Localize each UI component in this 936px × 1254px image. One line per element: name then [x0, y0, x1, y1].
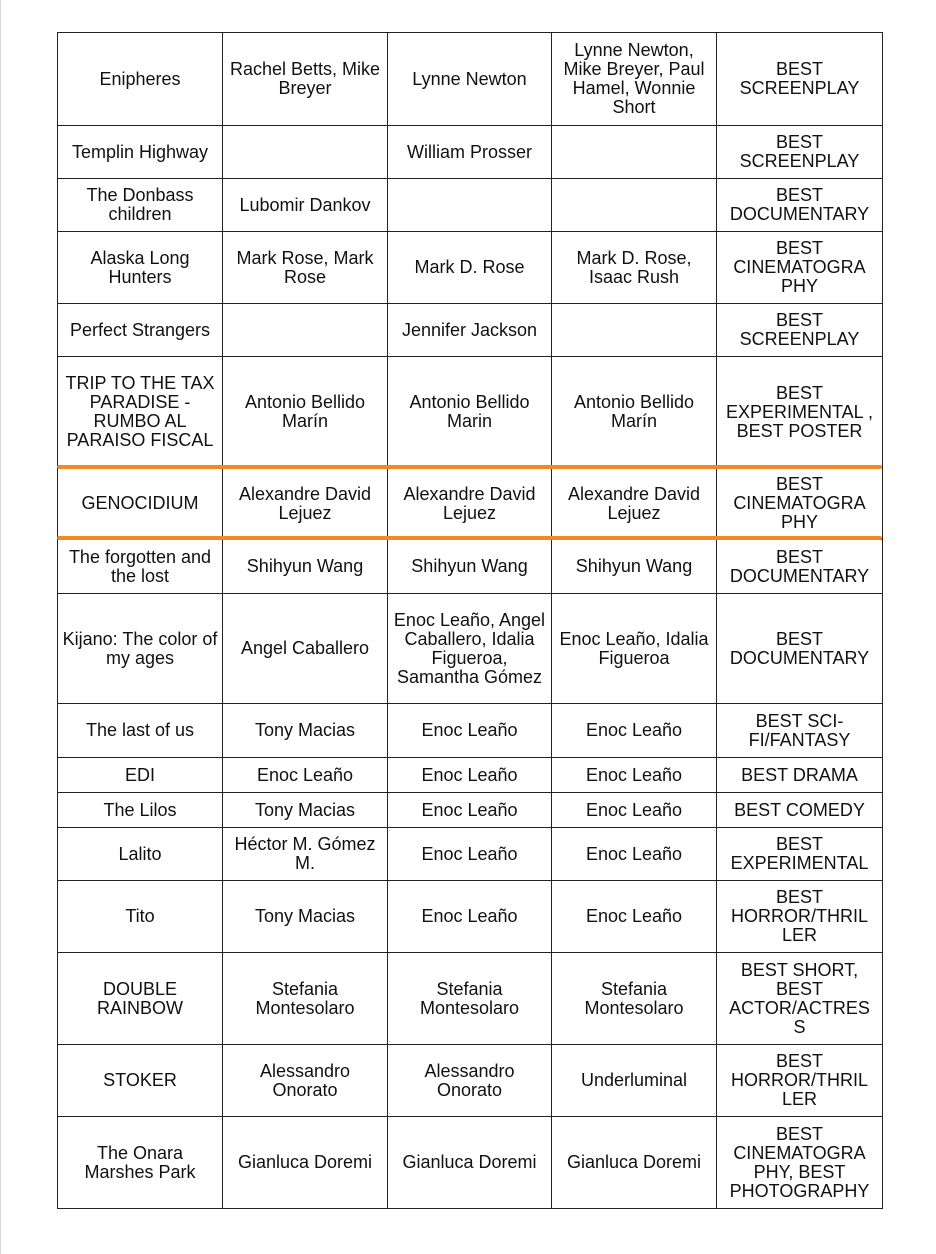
table-row [58, 126, 883, 179]
writer-cell: Enoc Leaño [388, 828, 552, 881]
writer-cell: Shihyun Wang [388, 540, 552, 594]
producer-cell: Enoc Leaño, Idalia Figueroa [552, 594, 717, 704]
producer-cell: Enoc Leaño [552, 758, 717, 793]
writer-cell: Alexandre David Lejuez [388, 468, 552, 540]
writer-cell: Antonio Bellido Marin [388, 357, 552, 468]
producer-cell: Lynne Newton, Mike Breyer, Paul Hamel, Wonnie Short [552, 33, 717, 126]
award-category-cell: BEST SCREENPLAY [717, 304, 883, 357]
director-cell [223, 304, 388, 357]
producer-cell: Underluminal [552, 1045, 717, 1117]
director-cell: Lubomir Dankov [223, 179, 388, 232]
award-category-cell: BEST SCREENPLAY [717, 33, 883, 126]
table-row [58, 468, 883, 540]
writer-cell: Enoc Leaño, Angel Caballero, Idalia Figueroa, Samantha Gómez [388, 594, 552, 704]
film-title-cell: GENOCIDIUM [58, 468, 223, 540]
producer-cell: Antonio Bellido Marín [552, 357, 717, 468]
award-category-cell: BEST DOCUMENTARY [717, 594, 883, 704]
producer-cell: Enoc Leaño [552, 793, 717, 828]
producer-cell: Mark D. Rose, Isaac Rush [552, 232, 717, 304]
table-row [58, 881, 883, 953]
award-category-cell: BEST CINEMATOGRA PHY [717, 468, 883, 540]
film-title-cell: EDI [58, 758, 223, 793]
director-cell: Héctor M. Gómez M. [223, 828, 388, 881]
producer-cell: Shihyun Wang [552, 540, 717, 594]
writer-cell [388, 179, 552, 232]
director-cell: Tony Macias [223, 704, 388, 758]
table-row [58, 953, 883, 1045]
award-category-cell: BEST DOCUMENTARY [717, 540, 883, 594]
table-row [58, 357, 883, 468]
highlight-line-top [57, 465, 882, 469]
award-category-cell: BEST EXPERIMENTAL [717, 828, 883, 881]
film-title-cell: Lalito [58, 828, 223, 881]
producer-cell [552, 126, 717, 179]
table-row [58, 179, 883, 232]
director-cell: Antonio Bellido Marín [223, 357, 388, 468]
award-category-cell: BEST CINEMATOGRA PHY [717, 232, 883, 304]
table-row [58, 828, 883, 881]
producer-cell: Alexandre David Lejuez [552, 468, 717, 540]
producer-cell: Gianluca Doremi [552, 1117, 717, 1209]
award-category-cell: BEST DRAMA [717, 758, 883, 793]
page-edge [0, 0, 1, 1254]
film-title-cell: TRIP TO THE TAX PARADISE - RUMBO AL PARAISO FISCAL [58, 357, 223, 468]
table-row [58, 758, 883, 793]
table-row [58, 1045, 883, 1117]
writer-cell: Enoc Leaño [388, 704, 552, 758]
director-cell: Stefania Montesolaro [223, 953, 388, 1045]
award-category-cell: BEST DOCUMENTARY [717, 179, 883, 232]
director-cell: Angel Caballero [223, 594, 388, 704]
producer-cell: Enoc Leaño [552, 828, 717, 881]
director-cell: Alessandro Onorato [223, 1045, 388, 1117]
writer-cell: Enoc Leaño [388, 758, 552, 793]
award-category-cell: BEST COMEDY [717, 793, 883, 828]
award-category-cell: BEST HORROR/THRIL LER [717, 881, 883, 953]
producer-cell [552, 179, 717, 232]
writer-cell: Mark D. Rose [388, 232, 552, 304]
director-cell: Shihyun Wang [223, 540, 388, 594]
writer-cell: William Prosser [388, 126, 552, 179]
table-row [58, 793, 883, 828]
table-row [58, 1117, 883, 1209]
film-title-cell: The Onara Marshes Park [58, 1117, 223, 1209]
highlight-line-bottom [57, 536, 882, 540]
director-cell: Enoc Leaño [223, 758, 388, 793]
film-title-cell: The Donbass children [58, 179, 223, 232]
writer-cell: Enoc Leaño [388, 793, 552, 828]
award-category-cell: BEST SCI-FI/FANTASY [717, 704, 883, 758]
film-title-cell: The forgotten and the lost [58, 540, 223, 594]
table-row [58, 33, 883, 126]
film-title-cell: Alaska Long Hunters [58, 232, 223, 304]
writer-cell: Jennifer Jackson [388, 304, 552, 357]
award-category-cell: BEST CINEMATOGRA PHY, BEST PHOTOGRAPHY [717, 1117, 883, 1209]
producer-cell: Stefania Montesolaro [552, 953, 717, 1045]
writer-cell: Alessandro Onorato [388, 1045, 552, 1117]
director-cell: Tony Macias [223, 881, 388, 953]
writer-cell: Lynne Newton [388, 33, 552, 126]
table-row [58, 540, 883, 594]
film-title-cell: Enipheres [58, 33, 223, 126]
writer-cell: Enoc Leaño [388, 881, 552, 953]
director-cell: Tony Macias [223, 793, 388, 828]
awards-table [57, 32, 883, 1209]
director-cell: Rachel Betts, Mike Breyer [223, 33, 388, 126]
director-cell: Gianluca Doremi [223, 1117, 388, 1209]
table-row [58, 594, 883, 704]
film-title-cell: Perfect Strangers [58, 304, 223, 357]
director-cell: Mark Rose, Mark Rose [223, 232, 388, 304]
table-row [58, 232, 883, 304]
director-cell: Alexandre David Lejuez [223, 468, 388, 540]
table-row [58, 304, 883, 357]
film-title-cell: STOKER [58, 1045, 223, 1117]
film-title-cell: Templin Highway [58, 126, 223, 179]
award-category-cell: BEST HORROR/THRIL LER [717, 1045, 883, 1117]
awards-table-body [58, 33, 883, 1209]
film-title-cell: Kijano: The color of my ages [58, 594, 223, 704]
film-title-cell: Tito [58, 881, 223, 953]
film-title-cell: The Lilos [58, 793, 223, 828]
producer-cell: Enoc Leaño [552, 704, 717, 758]
film-title-cell: DOUBLE RAINBOW [58, 953, 223, 1045]
award-category-cell: BEST SCREENPLAY [717, 126, 883, 179]
table-row [58, 704, 883, 758]
award-category-cell: BEST SHORT, BEST ACTOR/ACTRES S [717, 953, 883, 1045]
writer-cell: Gianluca Doremi [388, 1117, 552, 1209]
award-category-cell: BEST EXPERIMENTAL , BEST POSTER [717, 357, 883, 468]
producer-cell: Enoc Leaño [552, 881, 717, 953]
producer-cell [552, 304, 717, 357]
director-cell [223, 126, 388, 179]
film-title-cell: The last of us [58, 704, 223, 758]
writer-cell: Stefania Montesolaro [388, 953, 552, 1045]
